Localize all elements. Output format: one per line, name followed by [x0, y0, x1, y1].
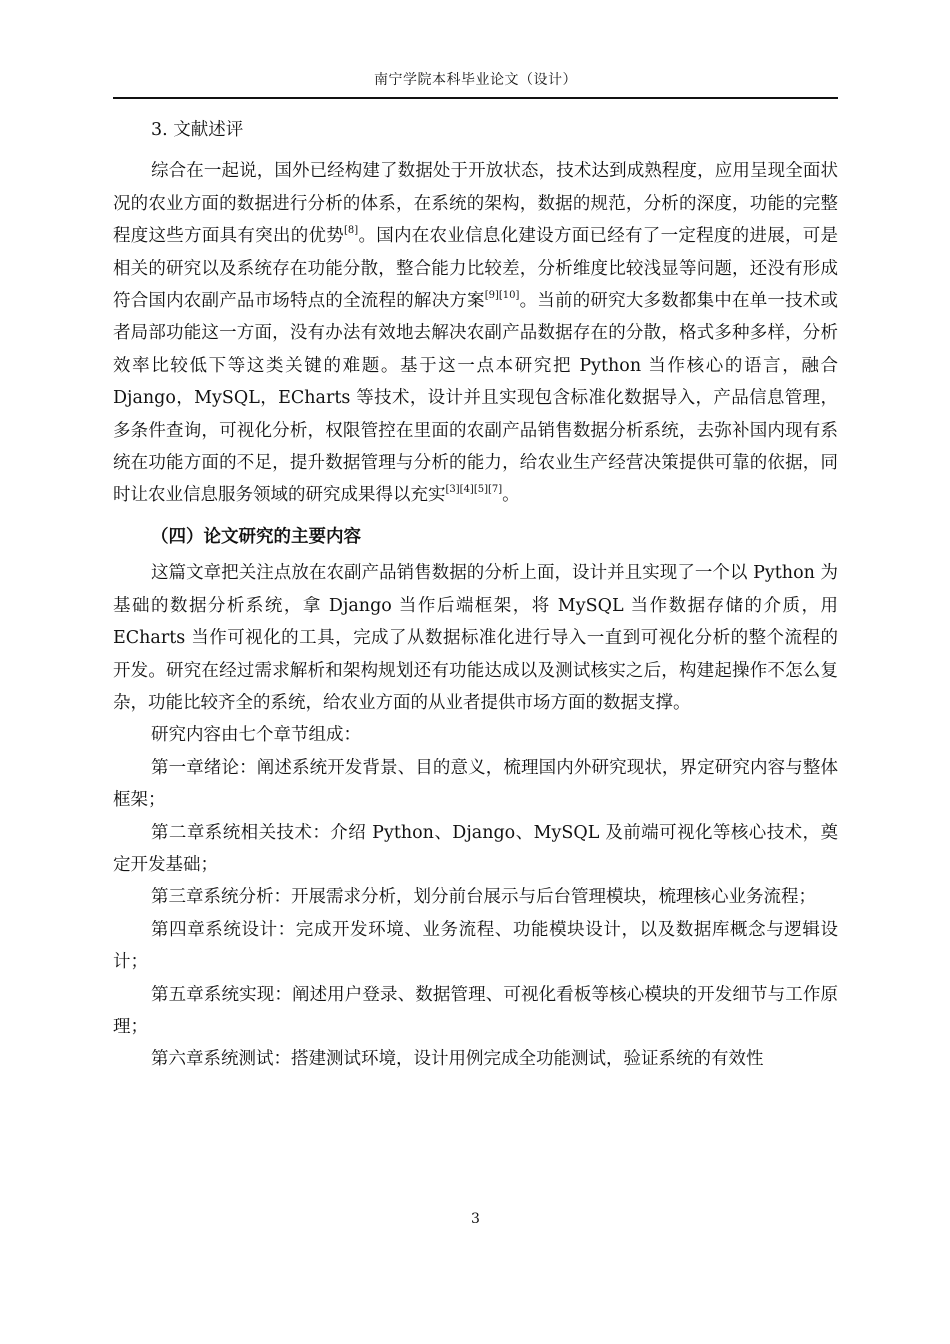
page-number: 3 [471, 1211, 480, 1227]
chapter-item: 第一章绪论：阐述系统开发背景、目的意义，梳理国内外研究现状，界定研究内容与整体框架； [113, 757, 838, 811]
subsection-heading: （四）论文研究的主要内容 [151, 526, 361, 547]
paragraph: 这篇文章把关注点放在农副产品销售数据的分析上面，设计并且实现了一个以 Python 为基础的数据分析系统，拿 Django 当作后端框架，将 MySQL 当作数据存储的介质，用 ECharts 当作可视化的工具，完成了从数据标准化进行导入一直到可视化分析的整个流程的开发。研究在经过需求解析和架构规划还有功能达成以及测试核实之后，构建起操作不怎么复杂，功能比较齐全的系统，给农业方面的从业者提供市场方面的数据支撑。 [113, 563, 838, 713]
chapter-item: 第四章系统设计：完成开发环境、业务流程、功能模块设计，以及数据库概念与逻辑设计； [113, 919, 838, 973]
paragraph-text: 。 [502, 485, 520, 506]
chapter-item: 第二章系统相关技术：介绍 Python、Django、MySQL 及前端可视化等核心技术，奠定开发基础； [113, 822, 838, 875]
paragraph-text: 。国内在农业信息化建设方面已经有了一定程度的进展，可是相关的研究以及系统存在功能分散，整合能力比较差，分析维度比较浅显等问题，还没有形成符合国内农副产品市场特点的全流程的解决方案 [113, 226, 839, 312]
citation: [9][10] [484, 290, 520, 302]
running-header: 南宁学院本科毕业论文（设计） [374, 72, 577, 88]
chapter-item: 第六章系统测试：搭建测试环境，设计用例完成全功能测试，验证系统的有效性 [151, 1049, 764, 1070]
citation: [3][4][5][7] [445, 484, 503, 496]
citation: [8] [344, 225, 359, 237]
paragraph [113, 155, 838, 511]
section-heading: 3. 文献述评 [151, 120, 244, 140]
chapter-item: 第五章系统实现：阐述用户登录、数据管理、可视化看板等核心模块的开发细节与工作原理； [113, 984, 838, 1037]
header-rule [113, 97, 838, 99]
paragraph-text: 综合在一起说，国外已经构建了数据处于开放状态，技术达到成熟程度，应用呈现全面状况的农业方面的数据进行分析的体系，在系统的架构，数据的规范，分析的深度，功能的完整程度这些方面具有突出的优势 [113, 161, 838, 247]
chapter-item: 第三章系统分析：开展需求分析，划分前台展示与后台管理模块，梳理核心业务流程； [151, 887, 816, 908]
paragraph: 研究内容由七个章节组成： [151, 725, 361, 746]
page-body [113, 114, 838, 1076]
paragraph-text: 。当前的研究大多数都集中在单一技术或者局部功能这一方面，没有办法有效地去解决农副产品数据存在的分散，格式多种多样，分析效率比较低下等这类关键的难题。基于这一点本研究把 Python 当作核心的语言，融合 Django，MySQL，ECharts 等技术，设计并且实现包含标准化数据导入，产品信息管理，多条件查询，可视化分析，权限管控在里面的农副产品销售数据分析系统，去弥补国内现有系统在功能方面的不足，提升数据管理与分析的能力，给农业生产经营决策提供可靠的依据，同时让农业信息服务领域的研究成果得以充实 [113, 291, 839, 506]
